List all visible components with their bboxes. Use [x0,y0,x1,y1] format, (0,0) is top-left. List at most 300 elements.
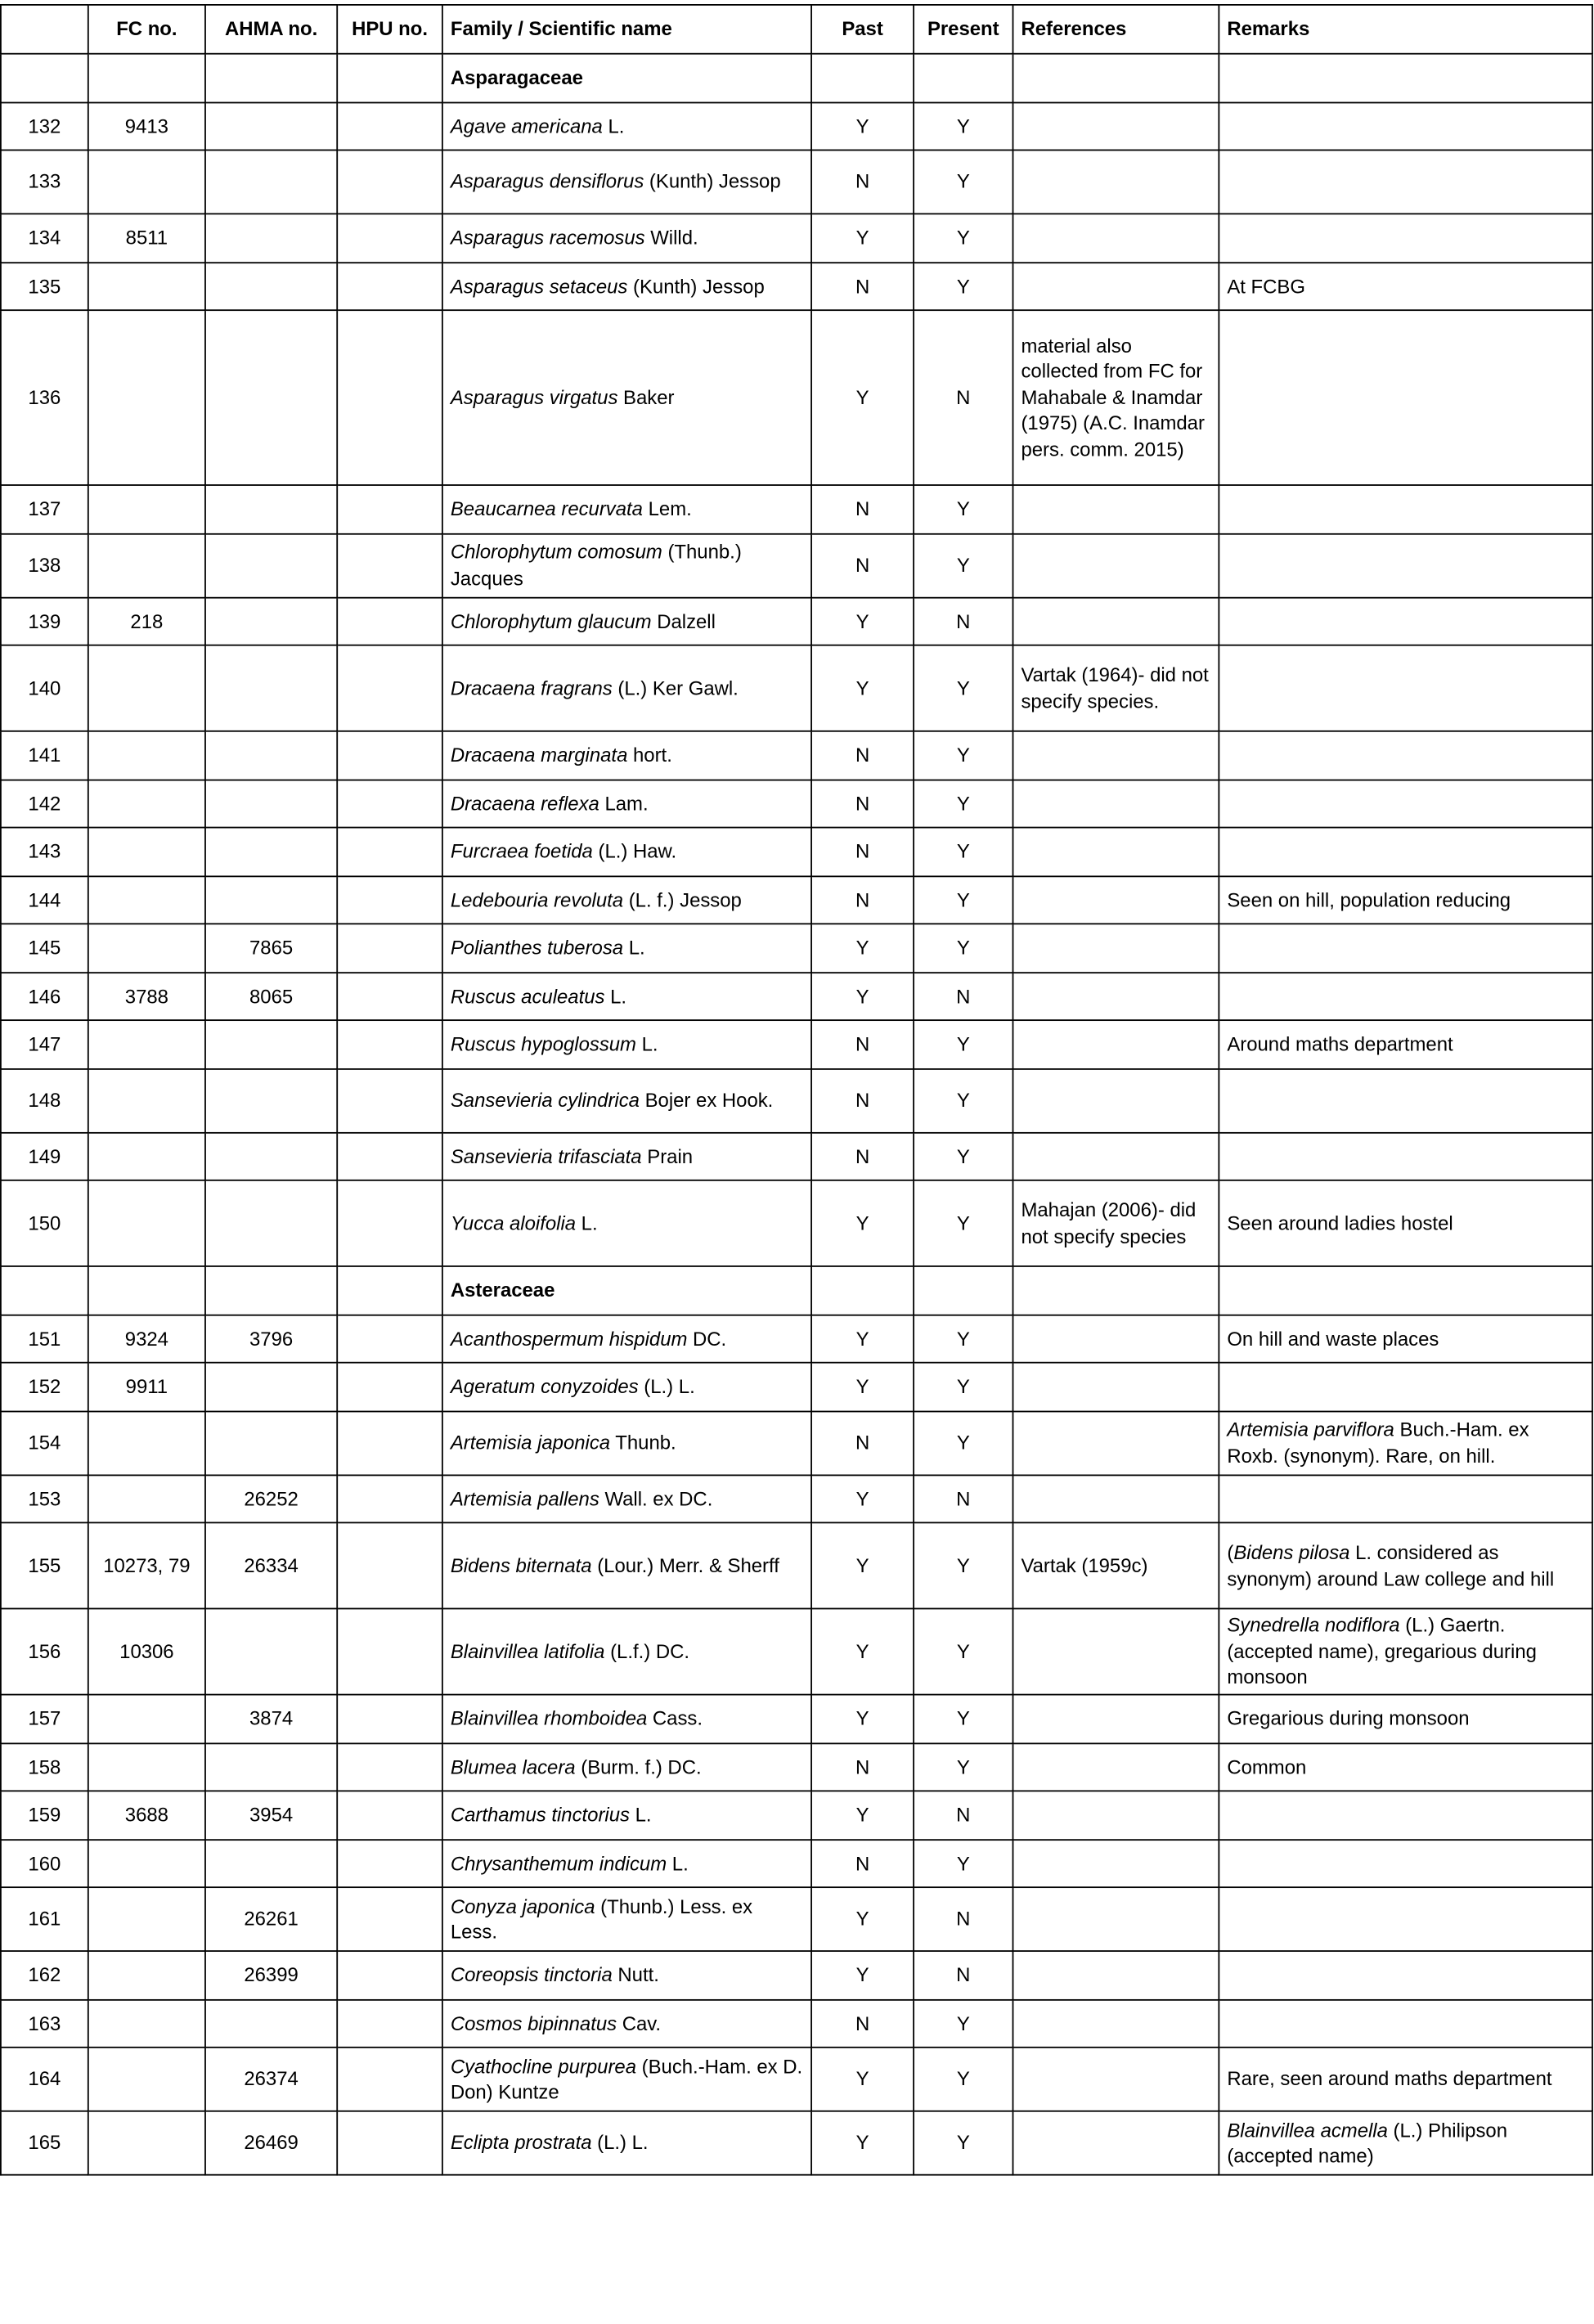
genus-species: Furcraea foetida [450,839,593,863]
empty-cell [88,1266,205,1315]
fc-number: 3688 [88,1791,205,1839]
fc-number [88,2111,205,2175]
past-status: Y [811,102,914,151]
fc-number [88,310,205,485]
genus-species: Acanthospermum hispidum [450,1327,688,1350]
empty-cell [1,1266,88,1315]
references: Vartak (1959c) [1013,1522,1219,1608]
ahma-number [205,828,337,876]
genus-species: Blumea lacera [450,1755,576,1778]
empty-cell [811,1266,914,1315]
serial-number: 159 [1,1791,88,1839]
serial-number: 145 [1,924,88,972]
authority: (L.f.) DC. [604,1639,690,1663]
remarks [1219,731,1592,780]
remarks-text: At FCBG [1227,274,1305,297]
present-status: N [914,597,1013,645]
ahma-number: 26252 [205,1475,337,1523]
serial-number: 139 [1,597,88,645]
fc-number [88,1180,205,1266]
serial-number: 135 [1,262,88,310]
references [1013,533,1219,597]
hpu-number [337,1522,442,1608]
past-status: N [811,828,914,876]
authority: Prain [641,1144,694,1167]
authority: (Burm. f.) DC. [575,1755,702,1778]
table-row [1,262,1592,310]
remarks [1219,1411,1592,1475]
species-table-page [0,4,1594,2176]
species-table [0,4,1593,2176]
table-row [1,1315,1592,1363]
fc-number: 9413 [88,102,205,151]
genus-species: Artemisia pallens [450,1486,599,1510]
remarks [1219,1475,1592,1523]
scientific-name [442,972,811,1020]
past-status: N [811,150,914,214]
present-status: Y [914,1695,1013,1743]
authority: Cav. [617,2012,662,2034]
fc-number [88,924,205,972]
references [1013,972,1219,1020]
table-row [1,533,1592,597]
scientific-name [442,875,811,924]
hpu-number [337,1742,442,1791]
remarks [1219,2048,1592,2111]
hpu-number [337,828,442,876]
hpu-number [337,780,442,828]
table-row [1,1887,1592,1951]
ahma-number [205,485,337,533]
references [1013,1608,1219,1694]
ahma-number: 7865 [205,924,337,972]
remarks [1219,1839,1592,1887]
present-status: Y [914,1742,1013,1791]
fc-number: 218 [88,597,205,645]
hpu-number [337,485,442,533]
serial-number: 153 [1,1475,88,1523]
past-status: Y [811,214,914,262]
ahma-number: 3796 [205,1315,337,1363]
references [1013,828,1219,876]
present-status: Y [914,1608,1013,1694]
ahma-number: 26334 [205,1522,337,1608]
ahma-number: 26399 [205,1951,337,1999]
header-scientific-name: Family / Scientific name [442,5,811,54]
present-status: N [914,1887,1013,1951]
past-status: N [811,780,914,828]
scientific-name [442,597,811,645]
header-row [1,5,1592,54]
genus-species: Eclipta prostrata [450,2131,592,2154]
authority: Wall. ex DC. [599,1486,713,1510]
fc-number [88,262,205,310]
remarks [1219,1695,1592,1743]
genus-species: Polianthes tuberosa [450,936,624,959]
remarks [1219,1999,1592,2048]
genus-species: Asparagus virgatus [450,386,618,409]
remarks-taxon: Bidens pilosa [1233,1541,1350,1564]
remarks-text: (L.) Philipson (accepted name) [1227,2118,1508,2167]
fc-number: 9911 [88,1363,205,1411]
scientific-name [442,1695,811,1743]
past-status: N [811,1020,914,1068]
genus-species: Yucca aloifolia [450,1211,577,1234]
hpu-number [337,1411,442,1475]
genus-species: Asparagus setaceus [450,274,628,297]
ahma-number [205,875,337,924]
table-row [1,1020,1592,1068]
genus-species: Asparagus densiflorus [450,170,644,193]
present-status: Y [914,1020,1013,1068]
present-status: Y [914,828,1013,876]
serial-number: 136 [1,310,88,485]
remarks [1219,1742,1592,1791]
authority: L. [604,984,627,1007]
references [1013,597,1219,645]
fc-number [88,150,205,214]
table-row [1,1475,1592,1523]
fc-number [88,1887,205,1951]
references [1013,1411,1219,1475]
genus-species: Coreopsis tinctoria [450,1963,613,1986]
remarks [1219,924,1592,972]
hpu-number [337,1068,442,1132]
remarks [1219,1608,1592,1694]
present-status: Y [914,2048,1013,2111]
empty-cell [1,54,88,102]
past-status: Y [811,310,914,485]
fc-number [88,1951,205,1999]
present-status: Y [914,1180,1013,1266]
serial-number: 162 [1,1951,88,1999]
hpu-number [337,597,442,645]
authority: L. [623,936,645,959]
present-status: Y [914,1839,1013,1887]
table-row [1,1608,1592,1694]
present-status: Y [914,1363,1013,1411]
remarks [1219,1315,1592,1363]
table-row [1,731,1592,780]
present-status: Y [914,214,1013,262]
present-status: Y [914,1411,1013,1475]
references [1013,485,1219,533]
fc-number [88,645,205,731]
ahma-number [205,1411,337,1475]
references [1013,1132,1219,1180]
scientific-name [442,780,811,828]
present-status: Y [914,1522,1013,1608]
scientific-name [442,2111,811,2175]
past-status: N [811,1839,914,1887]
ahma-number [205,1839,337,1887]
ahma-number [205,214,337,262]
remarks [1219,150,1592,214]
authority: Thunb. [610,1431,676,1454]
remarks [1219,1020,1592,1068]
genus-species: Chlorophytum comosum [450,540,662,564]
hpu-number [337,310,442,485]
serial-number: 140 [1,645,88,731]
serial-number: 160 [1,1839,88,1887]
references [1013,1839,1219,1887]
hpu-number [337,1951,442,1999]
hpu-number [337,1695,442,1743]
genus-species: Conyza japonica [450,1895,595,1917]
authority: Dalzell [651,609,716,632]
serial-number: 158 [1,1742,88,1791]
authority: (L.) Haw. [592,839,677,863]
authority: (L.) Ker Gawl. [612,677,739,699]
header-serial [1,5,88,54]
header-past: Past [811,5,914,54]
scientific-name [442,1475,811,1523]
past-status: Y [811,597,914,645]
hpu-number [337,2048,442,2111]
remarks [1219,214,1592,262]
fc-number: 3788 [88,972,205,1020]
hpu-number [337,1363,442,1411]
hpu-number [337,2111,442,2175]
scientific-name [442,485,811,533]
table-row [1,1411,1592,1475]
present-status: Y [914,485,1013,533]
past-status: Y [811,1951,914,1999]
serial-number: 164 [1,2048,88,2111]
table-row [1,875,1592,924]
references [1013,1999,1219,2048]
genus-species: Blainvillea latifolia [450,1639,605,1663]
serial-number: 163 [1,1999,88,2048]
remarks [1219,1951,1592,1999]
fc-number [88,1695,205,1743]
serial-number: 155 [1,1522,88,1608]
authority: Bojer ex Hook. [639,1088,774,1112]
ahma-number: 3954 [205,1791,337,1839]
authority: (Kunth) Jessop [644,170,781,193]
scientific-name [442,1522,811,1608]
table-row [1,924,1592,972]
genus-species: Cosmos bipinnatus [450,2012,617,2034]
ahma-number [205,1068,337,1132]
family-row [1,1266,1592,1315]
table-row [1,485,1592,533]
remarks [1219,1887,1592,1951]
past-status: N [811,485,914,533]
past-status: Y [811,972,914,1020]
table-body [1,54,1592,2175]
serial-number: 142 [1,780,88,828]
genus-species: Artemisia japonica [450,1431,611,1454]
present-status: Y [914,1999,1013,2048]
scientific-name [442,1839,811,1887]
genus-species: Chrysanthemum indicum [450,1851,667,1874]
authority: (Kunth) Jessop [627,274,765,297]
past-status: Y [811,1363,914,1411]
past-status: N [811,1068,914,1132]
remarks-text: Seen around ladies hostel [1227,1211,1453,1234]
authority: L. [629,1803,652,1826]
fc-number: 9324 [88,1315,205,1363]
authority: (L. f.) Jessop [623,888,742,911]
serial-number: 165 [1,2111,88,2175]
present-status: Y [914,731,1013,780]
remarks [1219,533,1592,597]
serial-number: 132 [1,102,88,151]
ahma-number [205,780,337,828]
header-ahma-no: AHMA no. [205,5,337,54]
authority: DC. [687,1327,727,1350]
genus-species: Agave americana [450,114,603,137]
remarks [1219,2111,1592,2175]
fc-number [88,780,205,828]
scientific-name [442,1608,811,1694]
hpu-number [337,924,442,972]
table-row [1,1363,1592,1411]
fc-number: 10306 [88,1608,205,1694]
remarks [1219,1180,1592,1266]
scientific-name [442,645,811,731]
authority: Nutt. [612,1963,659,1986]
scientific-name [442,1180,811,1266]
table-row [1,2111,1592,2175]
ahma-number [205,1180,337,1266]
scientific-name [442,1951,811,1999]
empty-cell [337,1266,442,1315]
hpu-number [337,1180,442,1266]
ahma-number [205,1742,337,1791]
serial-number: 151 [1,1315,88,1363]
fc-number [88,731,205,780]
remarks-taxon: Artemisia parviflora [1227,1418,1394,1441]
hpu-number [337,102,442,151]
serial-number: 137 [1,485,88,533]
remarks-prefix: ( [1227,1541,1234,1564]
scientific-name [442,262,811,310]
fc-number: 8511 [88,214,205,262]
hpu-number [337,731,442,780]
serial-number: 138 [1,533,88,597]
serial-number: 157 [1,1695,88,1743]
ahma-number [205,731,337,780]
table-row [1,1951,1592,1999]
remarks [1219,1522,1592,1608]
past-status: Y [811,1791,914,1839]
scientific-name [442,1791,811,1839]
remarks [1219,485,1592,533]
table-row [1,1999,1592,2048]
hpu-number [337,1132,442,1180]
references: Vartak (1964)- did not specify species. [1013,645,1219,731]
serial-number: 133 [1,150,88,214]
past-status: N [811,533,914,597]
remarks-text: (L.) Gaertn. (accepted name), gregarious during monsoon [1227,1614,1537,1688]
fc-number [88,1475,205,1523]
remarks-taxon: Synedrella nodiflora [1227,1614,1400,1637]
genus-species: Sansevieria cylindrica [450,1088,640,1112]
scientific-name [442,533,811,597]
present-status: N [914,1791,1013,1839]
table-row [1,1839,1592,1887]
authority: (Buch.-Ham. ex D. Don) Kuntze [450,2054,803,2103]
hpu-number [337,1887,442,1951]
scientific-name [442,1132,811,1180]
family-name: Asparagaceae [442,54,811,102]
past-status: Y [811,1180,914,1266]
authority: (Lour.) Merr. & Sherff [591,1553,779,1577]
table-row [1,1132,1592,1180]
authority: Lem. [642,497,692,520]
past-status: Y [811,645,914,731]
past-status: Y [811,1695,914,1743]
genus-species: Chlorophytum glaucum [450,609,652,632]
genus-species: Ledebouria revoluta [450,888,624,911]
remarks-text: L. considered as synonym) around Law college and hill [1227,1541,1555,1589]
empty-cell [1013,1266,1219,1315]
references [1013,1742,1219,1791]
hpu-number [337,645,442,731]
past-status: N [811,262,914,310]
ahma-number: 26261 [205,1887,337,1951]
table-row [1,2048,1592,2111]
references [1013,2111,1219,2175]
genus-species: Cyathocline purpurea [450,2054,636,2078]
remarks [1219,597,1592,645]
table-row [1,1068,1592,1132]
ahma-number [205,1363,337,1411]
header-fc-no: FC no. [88,5,205,54]
fc-number [88,485,205,533]
references [1013,1951,1219,1999]
ahma-number: 3874 [205,1695,337,1743]
serial-number: 144 [1,875,88,924]
hpu-number [337,875,442,924]
empty-cell [811,54,914,102]
past-status: Y [811,2111,914,2175]
scientific-name [442,2048,811,2111]
serial-number: 154 [1,1411,88,1475]
present-status: N [914,1475,1013,1523]
scientific-name [442,1315,811,1363]
remarks [1219,102,1592,151]
past-status: N [811,875,914,924]
hpu-number [337,214,442,262]
genus-species: Dracaena reflexa [450,792,599,815]
scientific-name [442,1742,811,1791]
genus-species: Bidens biternata [450,1553,592,1577]
authority: (L.) L. [638,1375,695,1398]
remarks [1219,972,1592,1020]
ahma-number [205,1020,337,1068]
fc-number: 10273, 79 [88,1522,205,1608]
remarks [1219,1068,1592,1132]
empty-cell [914,1266,1013,1315]
table-row [1,1180,1592,1266]
remarks [1219,310,1592,485]
references [1013,150,1219,214]
authority: (Thunb.) Less. ex Less. [450,1895,753,1944]
serial-number: 161 [1,1887,88,1951]
past-status: Y [811,1887,914,1951]
hpu-number [337,1475,442,1523]
table-row [1,214,1592,262]
scientific-name [442,1999,811,2048]
present-status: N [914,310,1013,485]
references [1013,1363,1219,1411]
remarks-text: On hill and waste places [1227,1327,1439,1350]
ahma-number: 26469 [205,2111,337,2175]
present-status: Y [914,1315,1013,1363]
